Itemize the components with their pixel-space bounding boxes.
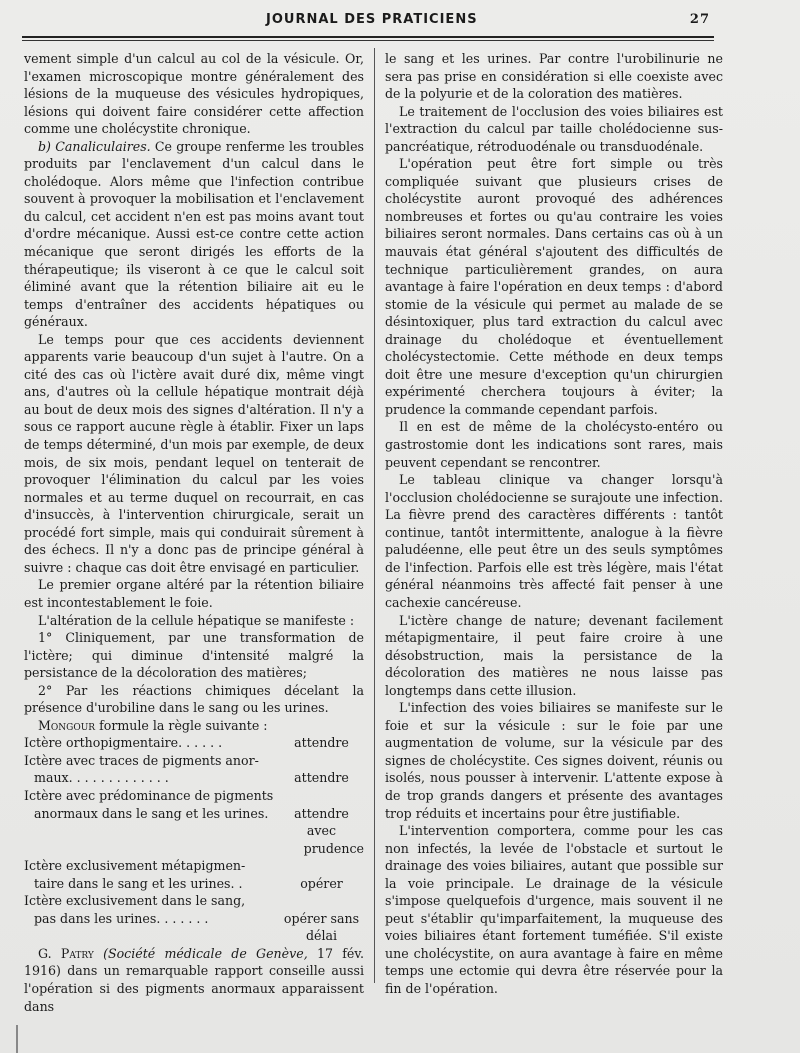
table-cell-condition [24, 927, 279, 945]
table-cell-condition: Ictère avec traces de pigments anor- [24, 752, 259, 768]
paragraph: L'altération de la cellule hépatique se manifeste : [38, 612, 355, 628]
paragraph: Le premier organe altéré par la rétention biliaire est incontestablement le foie. [24, 577, 364, 610]
table-cell-action [279, 787, 364, 805]
table-cell-condition: Ictère exclusivement métapigmen- [24, 858, 246, 874]
running-header [22, 12, 712, 36]
header-rule-thin [22, 40, 714, 41]
table-row [24, 927, 364, 945]
table-row [24, 752, 364, 770]
rule-table [24, 734, 364, 945]
paragraph: L'intervention comportera, comme pour les cas non infectés, la levée de l'obstacle et surtout le drainage des voies biliaires, autant que possible sur la voie principale. Le drainage de la vésicule s'impose quelquefois d'urgence, mais souvent il ne peut s'établir qu'imparfaitement, la muqueuse des voies biliaires étant fortement tuméfiée. S'il existe une cholécystite, on aura avantage à faire en même temps une ectomie qui devra être réservée pour la fin de l'opération. [385, 823, 723, 996]
table-row [24, 805, 364, 840]
table-row [24, 857, 364, 875]
table-row [24, 734, 364, 752]
paragraph-text: dans un remarquable rapport conseille aussi l'opération si des pigments anormaux apparaissent dans [24, 963, 364, 1014]
paragraph: Il en est de même de la cholécysto-entéro ou gastrostomie dont les indications sont rares, mais peuvent cependant se rencontrer. [385, 419, 723, 470]
table-cell-condition: Ictère avec prédominance de pigments [24, 787, 274, 803]
table-cell-action [279, 752, 364, 770]
table-row [24, 769, 364, 787]
table-cell-action: attendre [294, 735, 349, 751]
citation-source: (Société médicale de Genève, [103, 945, 308, 961]
journal-title: JOURNAL DES PRATICIENS [266, 12, 478, 27]
paragraph [24, 138, 364, 331]
table-cell-condition: Ictère exclusivement dans le sang, [24, 893, 246, 909]
table-cell-condition: Ictère orthopigmentaire. . . . . . [24, 735, 223, 751]
paragraph: Le tableau clinique va changer lorsqu'à l'occlusion cholédocienne se surajoute une infection. La fièvre prend des caractères différents : tantôt continue, tantôt intermittente, analogue à la fièvre paludéenne, elle peut être un des seuls symptômes de l'infection. Parfois elle est très légère, mais l'état général néanmoins très affecté fait penser à une cachexie cancéreuse. [385, 472, 723, 610]
paragraph: Le temps pour que ces accidents deviennent apparents varie beaucoup d'un sujet à l'autre. On a cité des cas où l'ictère avait duré dix, même vingt ans, d'autres où la cellule hépatique montrait déjà au bout de deux mois des signes d'altération. Il n'y a sous ce rapport aucune règle à établir. Fixer un laps de temps déterminé, d'un mois par exemple, de deux mois, de six mois, pendant lequel on tenterait de provoquer l'élimination du calcul par les voies normales et au terme duquel on recourrait, en cas d'insuccès, à l'intervention chirurgicale, serait un procédé fort simple, mais qui conduirait sûrement à des échecs. Il n'y a donc pas de principe général à suivre : chaque cas doit être envisagé en particulier. [24, 331, 364, 575]
table-row [24, 892, 364, 910]
paragraph-text: Ce groupe renferme les troubles produits par l'enclavement d'un calcul dans le cholédoque. Alors même que l'infection contribue souvent à provoquer la mobilisation et l'enclavement du calcul, cet accident n'en est pas moins avant tout d'ordre mécanique. Aussi est-ce contre cette action mécanique que seront dirigés les efforts de la thérapeutique; ils viseront à ce que le calcul soit éliminé avant que la rétention biliaire ait eu le temps d'entraîner des accidents hépatiques ou généraux. [24, 138, 364, 330]
table-row [24, 875, 364, 893]
table-cell-condition: anormaux dans le sang et les urines. [34, 805, 269, 821]
citation-date: 17 fév. 1916) [24, 945, 364, 979]
header-rule [22, 36, 714, 38]
table-cell-action: opérer sans [283, 910, 360, 926]
paragraph: L'infection des voies biliaires se manifeste sur le foie et sur la vésicule : sur le foie par une augmentation de volume, sur la vésicule par des signes de cholécystite. Ces signes doivent, réunis ou isolés, nous pousser à intervenir. L'attente expose à de trop grands dangers et présente des avantages trop réduits et incertains pour être justifiable. [385, 700, 723, 821]
section-heading: b) Canaliculaires. [38, 138, 151, 154]
table-cell-condition: pas dans les urines. . . . . . . [34, 910, 209, 926]
margin-mark [16, 1025, 18, 1053]
left-column [24, 50, 364, 1015]
table-row [24, 910, 364, 928]
table-cell-action: attendre [294, 770, 349, 786]
author-name: Mongour [38, 717, 96, 733]
table-row [24, 787, 364, 805]
right-column [385, 50, 723, 998]
paragraph: le sang et les urines. Par contre l'urobilinurie ne sera pas prise en considération si elle coexiste avec de la polyurie et de la coloration des matières. [385, 51, 723, 102]
paragraph [24, 717, 364, 735]
paragraph: L'ictère change de nature; devenant facilement métapigmentaire, il peut faire croire à une désobstruction, mais la persistance de la décoloration des matières ne nous laisse pas longtemps dans cette illusion. [385, 612, 723, 698]
table-row [24, 840, 364, 858]
table-cell-action [279, 892, 364, 910]
paragraph: vement simple d'un calcul au col de la vésicule. Or, l'examen microscopique montre généralement des lésions de la muqueuse des vésicules hydropiques, lésions qui doivent faire considérer cette affection comme une cholécystite chronique. [24, 51, 364, 137]
paragraph: L'opération peut être fort simple ou très compliquée suivant que plusieurs crises de cholécystite auront provoqué des adhérences nombreuses et fortes ou qu'au contraire les voies biliaires seront normales. Dans certains cas où à un mauvais état général s'ajoutent des difficultés de technique particulièrement grandes, on aura avantage à faire l'opération en deux temps : d'abord stomie de la vésicule qui permet au malade de se désintoxiquer, plus tard extraction du calcul avec drainage du cholédoque et éventuellement cholécystectomie. Cette méthode en deux temps doit être une mesure d'exception qu'un chirurgien expérimenté cherchera toujours à éviter; la prudence la commande cependant parfois. [385, 156, 723, 417]
paragraph-text: formule la règle suivante : [95, 717, 268, 733]
table-cell-condition [24, 840, 279, 858]
paragraph: 2° Par les réactions chimiques décelant la présence d'urobiline dans le sang ou les urines. [24, 682, 364, 716]
table-cell-action: attendre avec [294, 805, 349, 839]
table-cell-action: prudence [303, 840, 364, 856]
paragraph: 1° Cliniquement, par une transformation de l'ictère; qui diminue d'intensité malgré la persistance de la décoloration des matières; [24, 630, 364, 681]
table-cell-action: délai [305, 928, 338, 944]
paragraph: Le traitement de l'occlusion des voies biliaires est l'extraction du calcul par taille cholédocienne sus-pancréatique, rétroduodénale ou transduodénale. [385, 103, 723, 154]
page-number: 27 [689, 12, 710, 27]
table-cell-condition: maux. . . . . . . . . . . . . [34, 770, 169, 786]
table-cell-action [279, 857, 364, 875]
table-cell-action: opérer [300, 875, 343, 891]
table-cell-condition: taire dans le sang et les urines. . [34, 875, 243, 891]
column-divider [374, 48, 375, 983]
author-name: G. Patry [38, 945, 94, 961]
paragraph [24, 945, 364, 1015]
